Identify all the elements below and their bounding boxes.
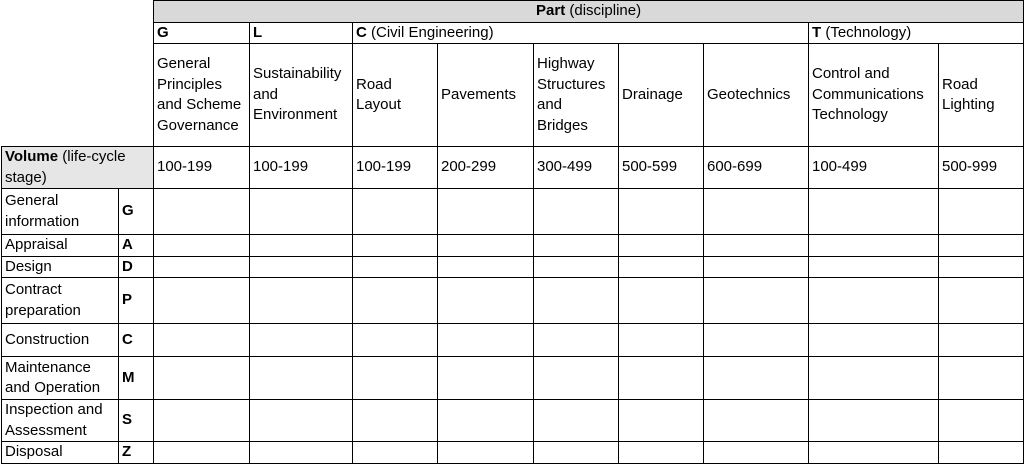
discipline-name: Drainage — [619, 44, 704, 147]
matrix-cell — [154, 278, 250, 324]
matrix-cell — [438, 324, 534, 357]
matrix-cell — [534, 357, 619, 400]
number-range: 500-999 — [939, 147, 1024, 189]
matrix-cell — [704, 278, 809, 324]
discipline-name: Pavements — [438, 44, 534, 147]
matrix-cell — [250, 278, 353, 324]
matrix-cell — [534, 278, 619, 324]
matrix-cell — [809, 357, 939, 400]
matrix-cell — [534, 235, 619, 257]
stage-row — [2, 256, 1024, 278]
matrix-cell — [619, 357, 704, 400]
matrix-cell — [353, 442, 438, 464]
matrix-cell — [154, 400, 250, 442]
matrix-cell — [809, 235, 939, 257]
discipline-name: Road Layout — [353, 44, 438, 147]
part-header-rest: (discipline) — [565, 2, 642, 19]
stage-code: D — [119, 256, 154, 278]
stage-label: General information — [2, 189, 119, 235]
matrix-cell — [438, 189, 534, 235]
number-range: 200-299 — [438, 147, 534, 189]
matrix-cell — [704, 189, 809, 235]
matrix-cell — [534, 324, 619, 357]
matrix-cell — [939, 324, 1024, 357]
matrix-cell — [939, 278, 1024, 324]
matrix-cell — [534, 256, 619, 278]
number-range: 100-199 — [250, 147, 353, 189]
matrix-cell — [619, 324, 704, 357]
stage-code: C — [119, 324, 154, 357]
corner-blank-cell — [2, 1, 154, 147]
group-header-g — [154, 22, 250, 44]
part-volume-matrix — [1, 0, 1024, 464]
matrix-cell — [619, 400, 704, 442]
discipline-name: Control and Communications Technology — [809, 44, 939, 147]
stage-code: G — [119, 189, 154, 235]
matrix-cell — [619, 442, 704, 464]
matrix-cell — [704, 357, 809, 400]
discipline-name: Sustainability and Environment — [250, 44, 353, 147]
volume-header-bold: Volume — [5, 148, 59, 165]
matrix-cell — [809, 324, 939, 357]
part-header — [154, 1, 1024, 23]
matrix-cell — [353, 235, 438, 257]
matrix-cell — [809, 442, 939, 464]
discipline-name: General Principles and Scheme Governance — [154, 44, 250, 147]
volume-header — [2, 147, 154, 189]
group-code-g: G — [157, 23, 169, 41]
group-header-l — [250, 22, 353, 44]
matrix-cell — [438, 235, 534, 257]
matrix-cell — [353, 256, 438, 278]
matrix-cell — [154, 324, 250, 357]
matrix-cell — [939, 400, 1024, 442]
group-header-c — [353, 22, 809, 44]
part-header-bold: Part — [536, 2, 566, 19]
matrix-cell — [809, 189, 939, 235]
matrix-cell — [353, 400, 438, 442]
matrix-cell — [939, 357, 1024, 400]
matrix-cell — [619, 189, 704, 235]
stage-label: Maintenance and Operation — [2, 357, 119, 400]
discipline-name: Road Lighting — [939, 44, 1024, 147]
matrix-cell — [704, 400, 809, 442]
matrix-cell — [704, 442, 809, 464]
stage-row — [2, 189, 1024, 235]
matrix-cell — [250, 442, 353, 464]
number-range: 600-699 — [704, 147, 809, 189]
stage-row — [2, 235, 1024, 257]
matrix-cell — [353, 278, 438, 324]
matrix-cell — [154, 189, 250, 235]
number-range: 500-599 — [619, 147, 704, 189]
stage-label: Inspection and Assessment — [2, 400, 119, 442]
stage-label: Design — [2, 256, 119, 278]
matrix-cell — [154, 357, 250, 400]
discipline-name: Geotechnics — [704, 44, 809, 147]
matrix-cell — [704, 235, 809, 257]
matrix-cell — [534, 189, 619, 235]
matrix-cell — [438, 278, 534, 324]
number-range: 100-499 — [809, 147, 939, 189]
stage-label: Disposal — [2, 442, 119, 464]
matrix-cell — [619, 256, 704, 278]
matrix-cell — [534, 400, 619, 442]
matrix-cell — [250, 324, 353, 357]
matrix-cell — [939, 235, 1024, 257]
matrix-cell — [438, 256, 534, 278]
stage-code: A — [119, 235, 154, 257]
group-header-t — [809, 22, 1024, 44]
stage-row — [2, 324, 1024, 357]
matrix-cell — [438, 357, 534, 400]
group-code-c: C — [356, 23, 367, 41]
stage-row — [2, 442, 1024, 464]
matrix-cell — [939, 442, 1024, 464]
matrix-cell — [438, 400, 534, 442]
matrix-cell — [619, 278, 704, 324]
group-code-t: T — [812, 23, 822, 41]
group-code-l: L — [253, 23, 263, 41]
volume-header-rest: (life-cycle stage) — [5, 148, 126, 186]
matrix-cell — [353, 357, 438, 400]
matrix-cell — [353, 189, 438, 235]
matrix-cell — [939, 189, 1024, 235]
number-range: 100-199 — [154, 147, 250, 189]
matrix-cell — [154, 235, 250, 257]
stage-label: Contract preparation — [2, 278, 119, 324]
matrix-cell — [809, 256, 939, 278]
stage-label: Appraisal — [2, 235, 119, 257]
matrix-cell — [809, 278, 939, 324]
number-range: 100-199 — [353, 147, 438, 189]
group-rest-c: (Civil Engineering) — [366, 23, 494, 41]
matrix-cell — [250, 400, 353, 442]
matrix-cell — [250, 256, 353, 278]
matrix-cell — [250, 357, 353, 400]
matrix-cell — [619, 235, 704, 257]
stage-row — [2, 357, 1024, 400]
matrix-cell — [250, 189, 353, 235]
stage-code: P — [119, 278, 154, 324]
matrix-cell — [809, 400, 939, 442]
stage-row — [2, 400, 1024, 442]
stage-code: Z — [119, 442, 154, 464]
matrix-cell — [939, 256, 1024, 278]
stage-code: S — [119, 400, 154, 442]
stage-label: Construction — [2, 324, 119, 357]
matrix-cell — [353, 324, 438, 357]
matrix-cell — [154, 442, 250, 464]
stage-code: M — [119, 357, 154, 400]
matrix-cell — [154, 256, 250, 278]
stage-row — [2, 278, 1024, 324]
group-rest-t: (Technology) — [821, 23, 912, 41]
matrix-cell — [704, 324, 809, 357]
discipline-name: Highway Structures and Bridges — [534, 44, 619, 147]
matrix-cell — [438, 442, 534, 464]
matrix-cell — [704, 256, 809, 278]
matrix-cell — [534, 442, 619, 464]
number-range: 300-499 — [534, 147, 619, 189]
matrix-cell — [250, 235, 353, 257]
